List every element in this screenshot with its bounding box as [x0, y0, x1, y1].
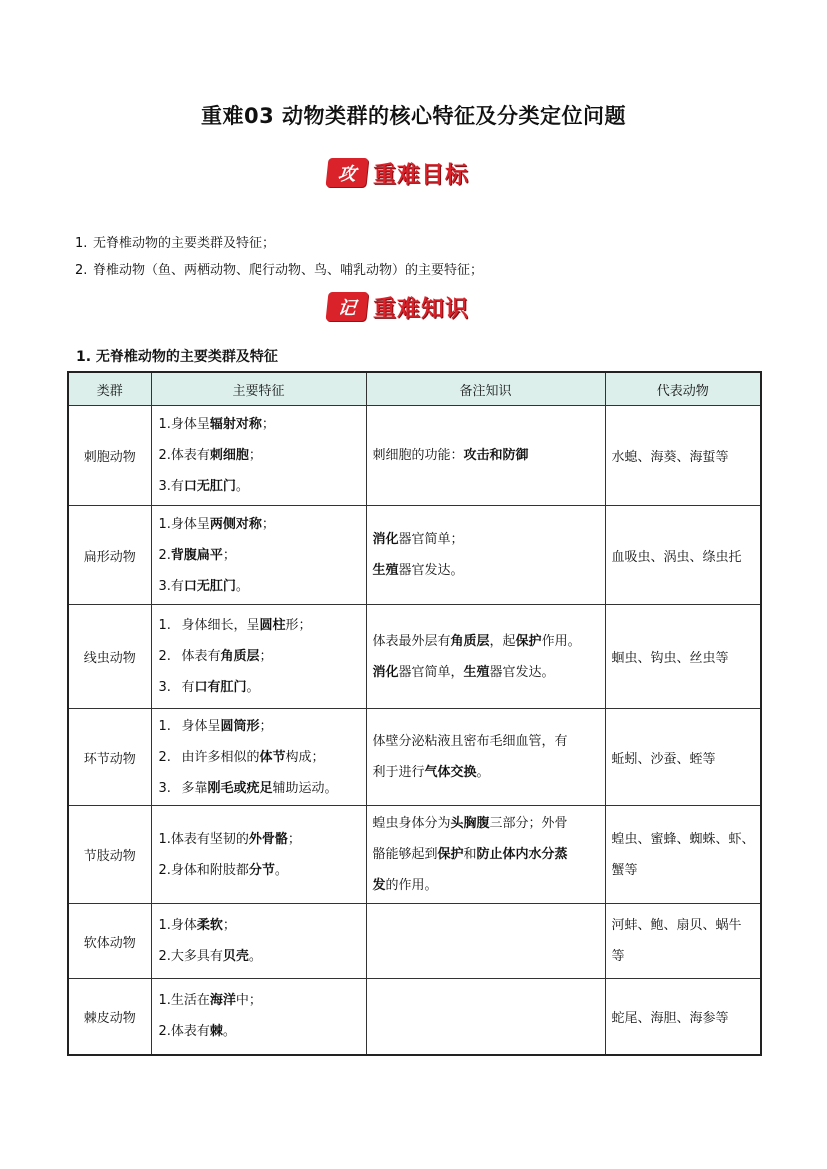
- features-cell: 1. 身体呈圆筒形； 2. 由许多相似的体节构成； 3. 多靠刚毛或疣足辅助运动。: [151, 709, 366, 806]
- table-row: [68, 904, 761, 979]
- features-cell: 1.身体呈辐射对称； 2.体表有刺细胞； 3.有口无肛门。: [151, 406, 366, 506]
- category-cell: 刺胞动物: [68, 406, 151, 506]
- goal-banner-text: 重难目标: [373, 162, 469, 188]
- header-representatives: 代表动物: [605, 372, 761, 406]
- category-cell: 环节动物: [68, 709, 151, 806]
- page-title: 重难03 动物类群的核心特征及分类定位问题: [200, 104, 627, 128]
- note-cell: 体壁分泌粘液且密布毛细血管，有 利于进行气体交换。: [366, 709, 605, 806]
- note-cell: [366, 904, 605, 979]
- category-cell: 线虫动物: [68, 605, 151, 709]
- goal-item: [75, 259, 483, 278]
- representative-cell: 蛇尾、海胆、海参等: [605, 979, 761, 1055]
- note-cell: 蝗虫身体分为头胸腹三部分；外骨 骼能够起到保护和防止体内水分蒸 发的作用。: [366, 806, 605, 904]
- category-cell: 节肢动物: [68, 806, 151, 904]
- table-row: [68, 709, 761, 806]
- representative-cell: 蛔虫、钩虫、丝虫等: [605, 605, 761, 709]
- goal-text: 脊椎动物（鱼、两栖动物、爬行动物、鸟、哺乳动物）的主要特征；: [93, 263, 484, 278]
- features-cell: 1.身体呈两侧对称； 2.背腹扁平； 3.有口无肛门。: [151, 506, 366, 605]
- representative-cell: 水螅、海葵、海蜇等: [605, 406, 761, 506]
- representative-cell: 蚯蚓、沙蚕、蛭等: [605, 709, 761, 806]
- features-cell: 1.体表有坚韧的外骨骼； 2.身体和附肢都分节。: [151, 806, 366, 904]
- invertebrate-table: [67, 371, 762, 1056]
- representative-cell: 河蚌、鲍、扇贝、蜗牛 等: [605, 904, 761, 979]
- goal-seal-icon: 攻: [325, 158, 368, 187]
- note-cell: [366, 979, 605, 1055]
- note-cell: 刺细胞的功能：攻击和防御: [366, 406, 605, 506]
- note-cell: 体表最外层有角质层，起保护作用。 消化器官简单，生殖器官发达。: [366, 605, 605, 709]
- features-cell: 1.身体柔软； 2.大多具有贝壳。: [151, 904, 366, 979]
- features-cell: 1. 身体细长，呈圆柱形； 2. 体表有角质层； 3. 有口有肛门。: [151, 605, 366, 709]
- header-notes: 备注知识: [366, 372, 605, 406]
- goal-number: 1.: [75, 236, 88, 251]
- category-cell: 软体动物: [68, 904, 151, 979]
- knowledge-banner-text: 重难知识: [373, 296, 469, 322]
- category-cell: 扁形动物: [68, 506, 151, 605]
- table-row: [68, 605, 761, 709]
- table-row: [68, 979, 761, 1055]
- header-category: 类群: [68, 372, 151, 406]
- section-title: 1. 无脊椎动物的主要类群及特征: [76, 349, 278, 365]
- table-header-row: [68, 372, 761, 406]
- features-cell: 1.生活在海洋中； 2.体表有棘。: [151, 979, 366, 1055]
- header-features: 主要特征: [151, 372, 366, 406]
- note-cell: 消化器官简单； 生殖器官发达。: [366, 506, 605, 605]
- goal-item: [75, 232, 275, 251]
- table-row: [68, 406, 761, 506]
- table-row: [68, 506, 761, 605]
- knowledge-seal-icon: 记: [325, 292, 368, 321]
- knowledge-banner: [327, 290, 469, 323]
- representative-cell: 血吸虫、涡虫、绦虫托: [605, 506, 761, 605]
- goal-banner: [327, 156, 469, 189]
- table-row: [68, 806, 761, 904]
- representative-cell: 蝗虫、蜜蜂、蜘蛛、虾、 蟹等: [605, 806, 761, 904]
- goal-text: 无脊椎动物的主要类群及特征；: [93, 236, 276, 251]
- category-cell: 棘皮动物: [68, 979, 151, 1055]
- goal-number: 2.: [75, 263, 88, 278]
